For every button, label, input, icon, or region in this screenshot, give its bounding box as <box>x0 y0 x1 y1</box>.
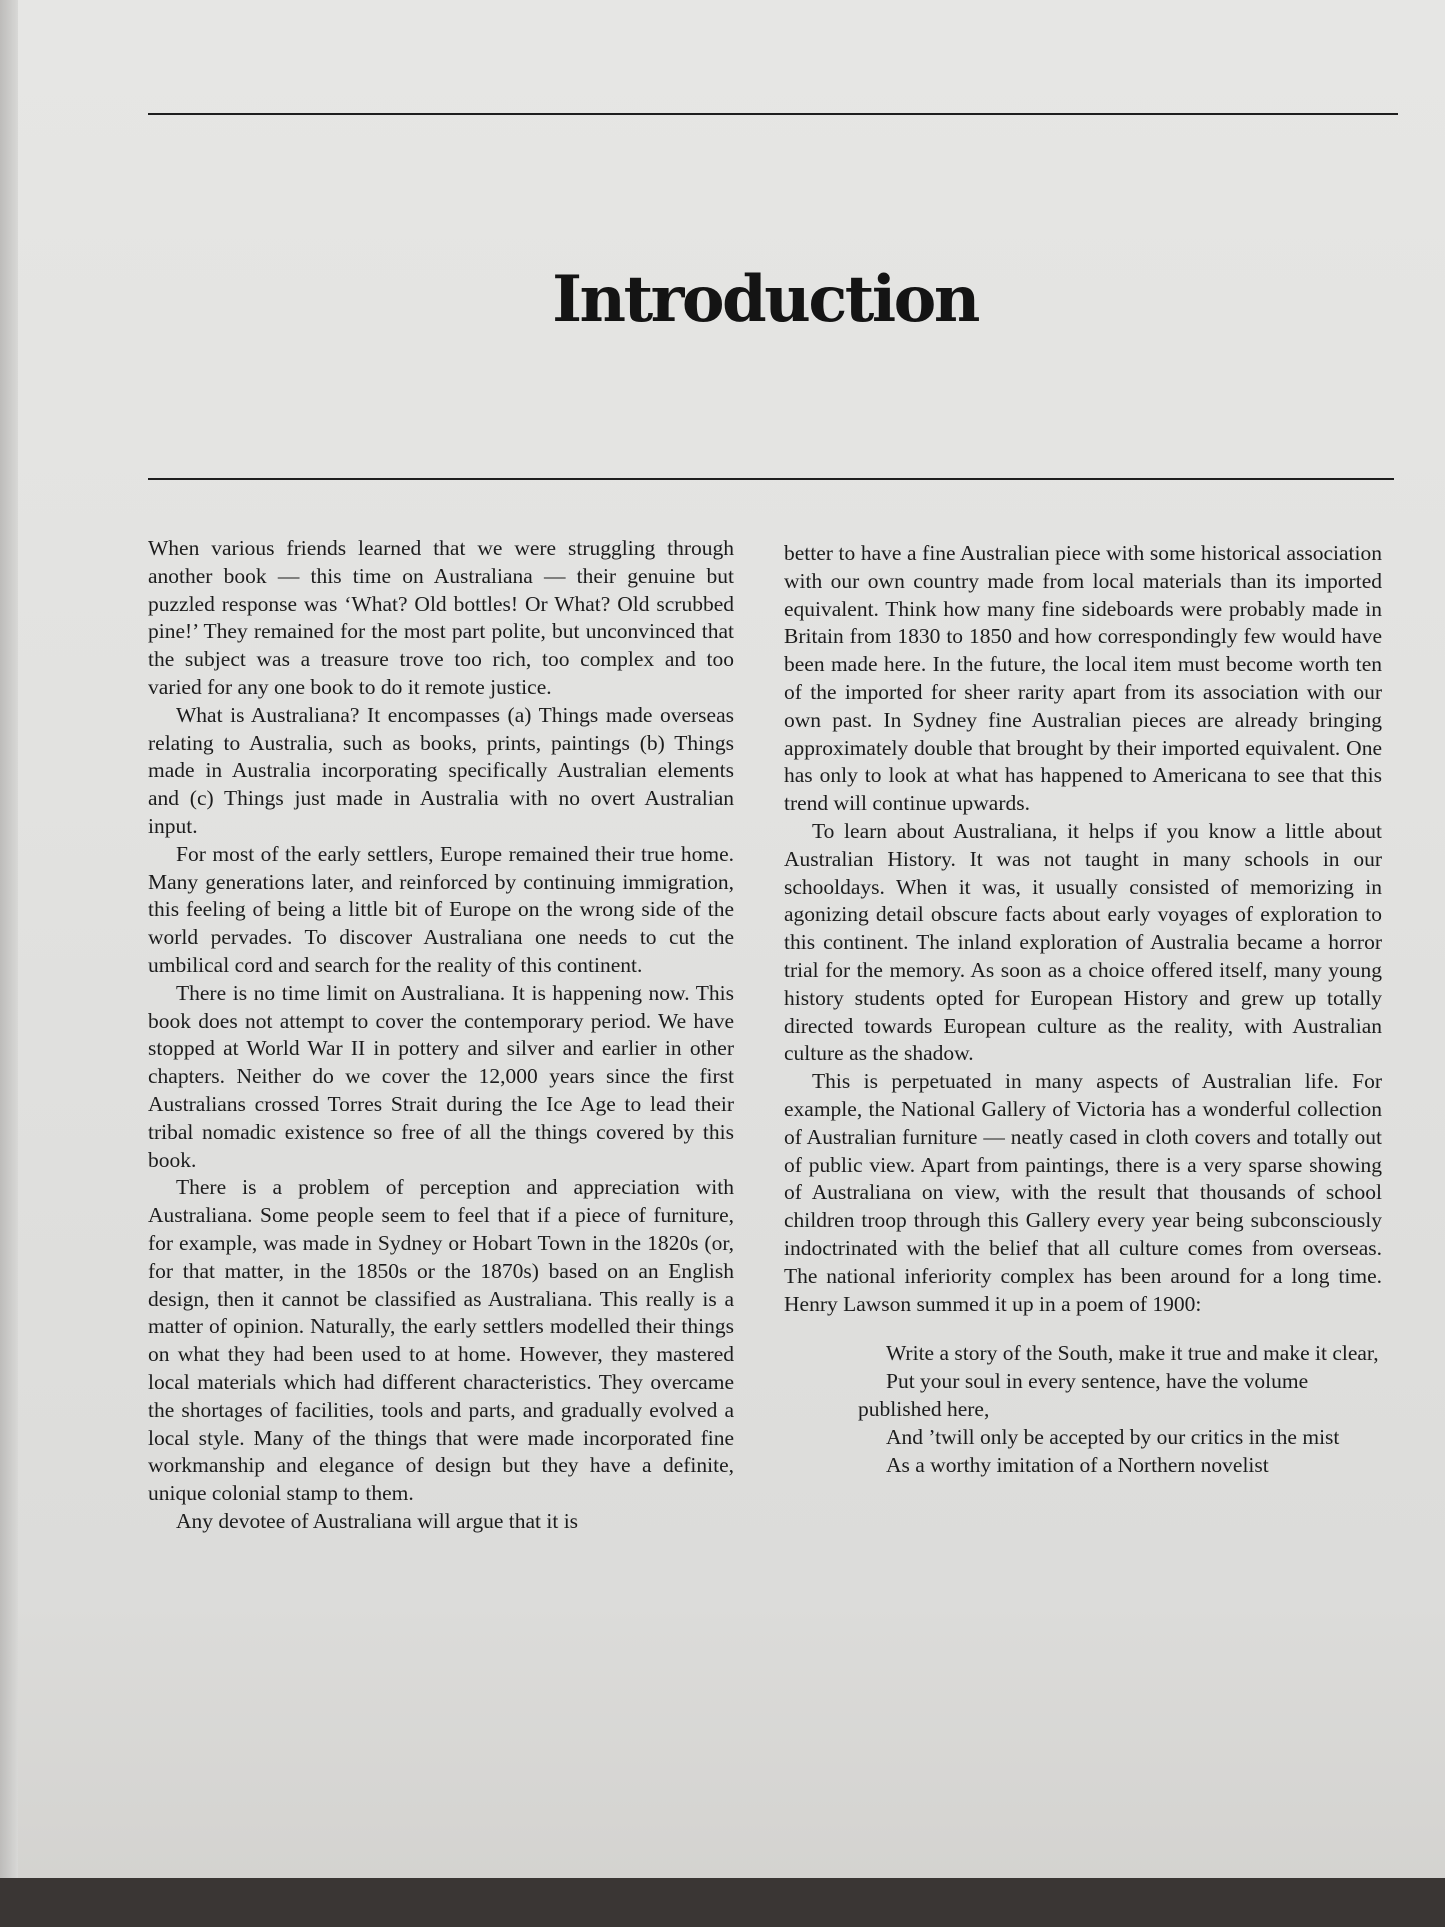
paragraph: What is Australiana? It encompasses (a) Things made overseas relating to Australia, such as books, prints, paintings (b) Things made in Australia incorporating specifically Australian elements and (c) Things just made in Australia with no overt Australian input. <box>148 702 734 838</box>
paragraph: To learn about Australiana, it helps if you know a little about Australian History. It was not taught in many schools in our schooldays. When it was, it usually consisted of memorizing in agonizing detail obscure facts about early voyages of exploration to this continent. The inland exploration of Australia became a horror trial for the memory. As soon as a choice offered itself, many young history students opted for European History and grew up totally directed towards European culture as the reality, with Australian culture as the shadow. <box>784 818 1382 1066</box>
paragraph: There is no time limit on Australiana. It is happening now. This book does not attempt to cover the contemporary period. We have stopped at World War II in pottery and silver and earlier in other chapters. Neither do we cover the 12,000 years since the first Australians crossed Torres Strait during the Ice Age to lead their tribal nomadic existence so free of all the things covered by this book. <box>148 980 734 1172</box>
right-text-column <box>784 540 1382 1479</box>
paragraph: There is a problem of perception and appreciation with Australiana. Some people seem to feel that if a piece of furniture, for example, was made in Sydney or Hobart Town in the 1820s (or, for that matter, in the 1850s or the 1870s) based on an English design, then it cannot be classified as Australiana. This really is a matter of opinion. Naturally, the early settlers modelled their things on what they had been used to at home. However, they mastered local materials which had different characteristics. They overcame the shortages of facilities, tools and parts, and gradually evolved a local style. Many of the things that were made incorporated fine workmanship and elegance of design but they have a definite, unique colonial stamp to them. <box>148 1175 734 1506</box>
top-horizontal-rule <box>148 113 1398 115</box>
poem-line: As a worthy imitation of a Northern novelist <box>886 1452 1269 1477</box>
page-title: Introduction <box>552 262 978 337</box>
poem-quote <box>832 1340 1382 1479</box>
left-text-column <box>148 535 734 1536</box>
poem-line: Put your soul in every sentence, have the volume published here, <box>858 1369 1309 1421</box>
paragraph: When various friends learned that we were struggling through another book — this time on Australiana — their genuine but puzzled response was ‘What? Old bottles! Or What? Old scrubbed pine!’ They remained for the most part polite, but unconvinced that the subject was a treasure trove too rich, too complex and too varied for any one book to do it remote justice. <box>148 536 734 699</box>
paragraph: For most of the early settlers, Europe remained their true home. Many generations later, and reinforced by continuing immigration, this feeling of being a little bit of Europe on the wrong side of the world pervades. To discover Australiana one needs to cut the umbilical cord and search for the reality of this continent. <box>148 841 734 977</box>
paragraph: Any devotee of Australiana will argue that it is <box>176 1508 579 1533</box>
poem-line: Write a story of the South, make it true and make it clear, <box>886 1341 1379 1366</box>
title-bottom-rule <box>148 478 1394 480</box>
paragraph-continued: better to have a fine Australian piece with some historical association with our own country made from local materials than its imported equivalent. Think how many fine sideboards were probably made in Britain from 1830 to 1850 and how correspondingly few would have been made here. In the future, the local item must become worth ten of the imported for sheer rarity apart from its association with our own past. In Sydney fine Australian pieces are already bringing approximately double that brought by their imported equivalent. One has only to look at what has happened to Americana to see that this trend will continue upwards. <box>784 541 1382 816</box>
paragraph: This is perpetuated in many aspects of Australian life. For example, the National Gallery of Victoria has a wonderful collection of Australian furniture — neatly cased in cloth covers and totally out of public view. Apart from paintings, there is a very sparse showing of Australiana on view, with the result that thousands of school children troop through this Gallery every year being subconsciously indoctrinated with the belief that all culture comes from overseas. The national inferiority complex has been around for a long time. Henry Lawson summed it up in a poem of 1900: <box>784 1069 1382 1316</box>
poem-line: And ’twill only be accepted by our critics in the mist <box>886 1424 1340 1449</box>
